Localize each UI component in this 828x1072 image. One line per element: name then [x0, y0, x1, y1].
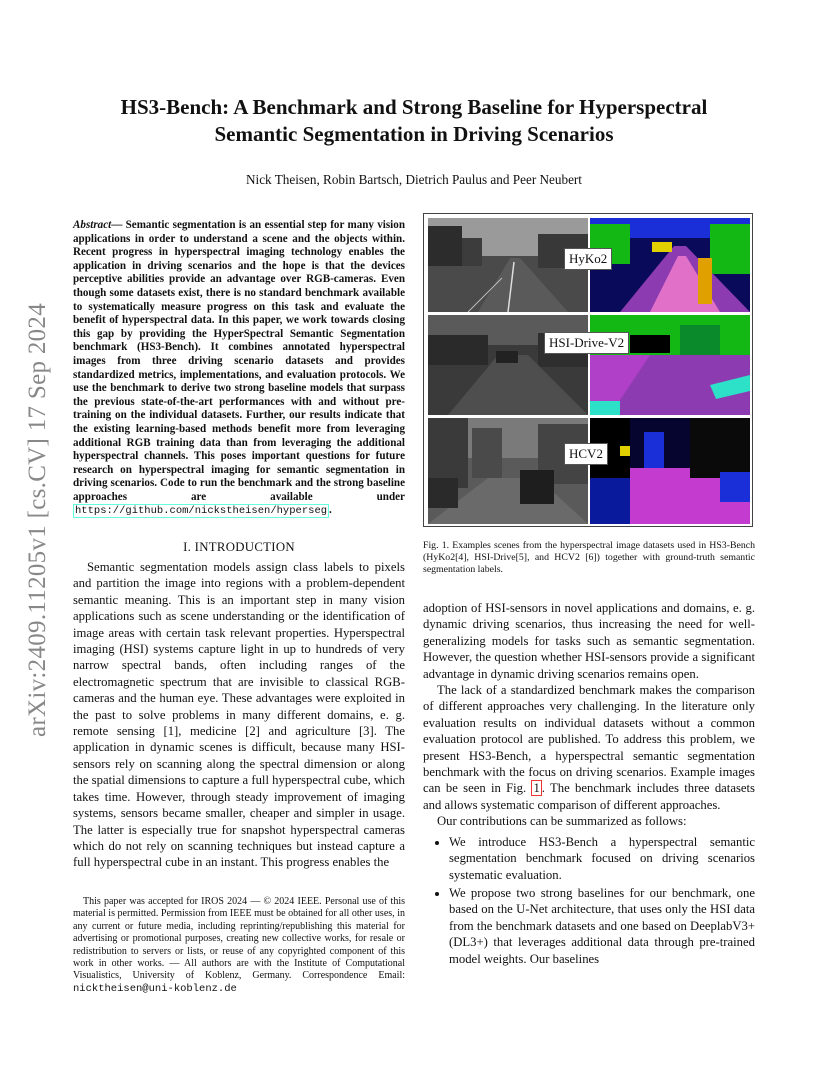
hsi-drive-label	[590, 315, 750, 415]
intro-paragraph: Semantic segmentation models assign class labels to pixels and partition the image into regions with a problem-dependent semantic meaning. This is an important step in many vision applications such as scene understanding or the identification of image areas with certain task relevant properties. Hyperspectral imaging (HSI) systems capture light in up to hundreds of very narrow spectral bands, often including ranges of the electromagnetic spectrum that are invisible to classical RGB-cameras and the human eye. These advantages were exploited in the past to solve problems in many different domains, e. g. remote sensing [1], medicine [2] and agriculture [3]. The application in dynamic scenes is difficult, because many HSI-sensors rely on scanning along the spectral dimension or along the spatial dimensions to capture a full hyperspectral cube, which takes time. However, through steady improvement of imaging systems, sensors became smaller, cheaper and simpler in usage. The latter is especially true for snapshot hyperspectral cameras which do not rely on scanning techniques but instead capture a full hyperspectral cube in an instant. This progress enables the	[73, 560, 405, 870]
contribution-item: • We introduce HS3-Bench a hyperspectral semantic segmentation benchmark focused on driving scenarios systematic evaluation.	[449, 834, 755, 883]
right-column	[423, 600, 755, 969]
footnote	[73, 896, 405, 995]
hsi-drive-photo	[428, 315, 588, 415]
paper-title	[60, 94, 768, 148]
figure-label-hsi-drive-v2: HSI-Drive-V2	[544, 332, 629, 354]
title-line-1: HS3-Bench: A Benchmark and Strong Baseline for Hyperspectral	[120, 95, 708, 119]
hyko2-label	[590, 218, 750, 312]
figure-label-hcv2: HCV2	[564, 443, 608, 465]
correspondence-email[interactable]: nicktheisen@uni-koblenz.de	[73, 982, 237, 995]
contribution-item: • We propose two strong baselines for our benchmark, one based on the U-Net architecture, that uses only the HSI data from the benchmark datasets and one based on DeeplabV3+ (DL3+) that leverages additional data through pre-trained model weights. Our baselines	[449, 885, 755, 967]
col2-paragraph-2: The lack of a standardized benchmark makes the comparison of different approaches very challenging. In the literature only evaluation results on individual datasets without a common evaluation protocol are published. To address this problem, we present HS3-Bench, a hyperspectral semantic segmentation benchmark with the focus on driving scenarios. Example images can be seen in Fig. 1 . The benchmark includes three datasets and allows systematic comparison of different approaches.	[423, 683, 755, 812]
arxiv-stamp: arXiv:2409.11205v1 [cs.CV] 17 Sep 2024	[24, 302, 51, 738]
figure-1	[423, 213, 753, 527]
hcv2-photo	[428, 418, 588, 524]
col2-paragraph-1: adoption of HSI-sensors in novel applications and domains, e. g. dynamic driving scenarios, thus increasing the need for well-generalizing models for tasks such as semantic segmentation. However, the question whether HSI-sensors provide a significant advantage in dynamic driving scenarios remains open.	[423, 601, 755, 681]
contribution-list	[423, 834, 755, 967]
abstract	[73, 219, 405, 519]
figure-ref-link[interactable]: 1	[533, 781, 540, 796]
code-link[interactable]: https://github.com/nickstheisen/hyperseg	[75, 505, 328, 518]
hcv2-label	[590, 418, 750, 524]
abstract-text: — Semantic segmentation is an essential step for many vision applications in order to understand a scene and the objects within. Recent progress in hyperspectral imaging technology enables the application in driving scenarios and the hope is that the devices perceptive abilities provide an advantage over RGB-cameras. Even though some datasets exist, there is no standard benchmark available to systematically measure progress on this task and evaluate the benefit of hyperspectral data. In this paper, we work towards closing this gap by providing the HyperSpectral Semantic Segmentation benchmark (HS3-Bench). It combines annotated hyperspectral images from three driving scenario datasets and provides standardized metrics, implementations, and evaluation protocols. We use the benchmark to derive two strong baseline models that surpass the previous state-of-the-art performances with and without pre-training on the individual datasets. Further, our results indicate that the existing learning-based methods benefit more from leveraging additional RGB training data than from leveraging the additional hyperspectral channels. This poses important questions for future research on hyperspectral imaging for semantic segmentation in driving scenarios. Code to run the benchmark and the strong baseline approaches are available under	[73, 219, 405, 503]
title-line-2: Semantic Segmentation in Driving Scenarios	[214, 122, 614, 146]
col2-paragraph-3: Our contributions can be summarized as follows:	[437, 814, 687, 829]
figure-caption: Fig. 1. Examples scenes from the hyperspectral image datasets used in HS3-Bench (HyKo2[4], HSI-Drive[5], and HCV2 [6]) together with ground-truth semantic segmentation labels.	[423, 540, 755, 575]
author-list: Nick Theisen, Robin Bartsch, Dietrich Paulus and Peer Neubert	[246, 172, 582, 187]
abstract-label: Abstract	[73, 219, 112, 231]
figure-label-hyko2: HyKo2	[564, 248, 612, 270]
section-heading-introduction: I. INTRODUCTION	[183, 540, 295, 554]
abstract-end: .	[329, 504, 332, 517]
footnote-text: This paper was accepted for IROS 2024 — © 2024 IEEE. Personal use of this material is permitted. Permission from IEEE must be obtained for all other uses, in any current or future media, including reprinting/republishing this material for advertising or promotional purposes, creating new collective works, for resale or redistribution to servers or lists, or reuse of any copyrighted component of this work in other works. — All authors are with the Institute of Computational Visualistics, University of Koblenz, Germany. Correspondence Email:	[73, 896, 405, 982]
